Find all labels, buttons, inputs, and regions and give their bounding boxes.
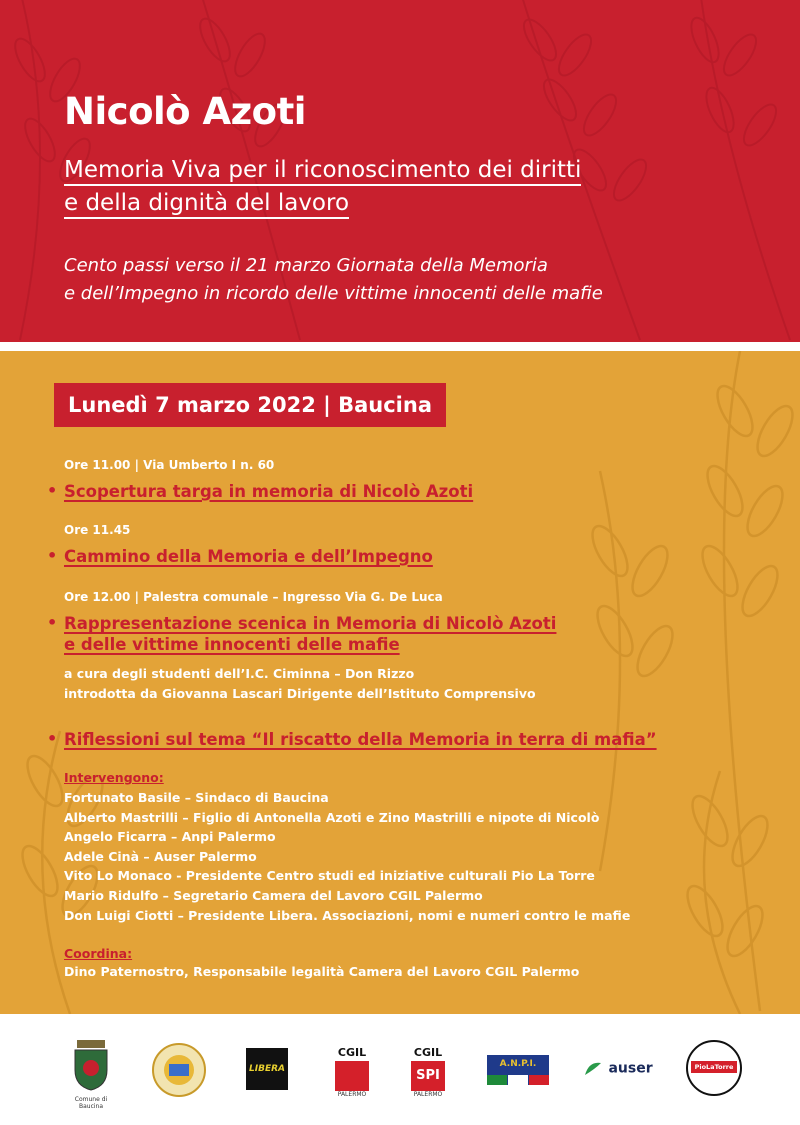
program-time-1: Ore 11.00 | Via Umberto I n. 60 xyxy=(64,458,275,472)
list-item: Alberto Mastrilli – Figlio di Antonella Azoti e Zino Mastrilli e nipote di Nicolò xyxy=(64,809,600,825)
anpi-logo xyxy=(487,1055,551,1085)
coordinator-name: Dino Paternostro, Responsabile legalità Camera del Lavoro CGIL Palermo xyxy=(64,964,580,979)
program-title-1: Scopertura targa in memoria di Nicolò Azoti xyxy=(64,482,474,501)
list-item: Adele Cinà – Auser Palermo xyxy=(64,848,257,864)
cgil-caption: PALERMO xyxy=(337,1091,367,1098)
spi-caption: PALERMO xyxy=(413,1091,443,1098)
program-title-4: Riflessioni sul tema “Il riscatto della Memoria in terra di mafia” xyxy=(64,730,657,749)
program-title-2: Cammino della Memoria e dell’Impegno xyxy=(64,547,433,566)
header-banner xyxy=(0,0,800,342)
coat-of-arms-icon xyxy=(71,1040,111,1092)
piolatorre-logo xyxy=(685,1040,743,1096)
cgil-red-square xyxy=(335,1061,369,1091)
auser-logo xyxy=(583,1058,653,1079)
flag-red xyxy=(529,1075,549,1085)
school-seal-icon xyxy=(150,1040,208,1102)
comune-baucina-logo xyxy=(62,1040,120,1110)
list-item: Angelo Ficarra – Anpi Palermo xyxy=(64,829,276,845)
page-title: Nicolò Azoti xyxy=(64,90,306,133)
tagline xyxy=(64,252,603,308)
cgil-spi-top: CGIL xyxy=(413,1046,443,1059)
bullet-icon: • xyxy=(47,481,58,500)
bullet-icon: • xyxy=(47,613,58,632)
tagline-line-2: e dell’Impegno in ricordo delle vittime innocenti delle mafie xyxy=(64,283,603,304)
subtitle-line-1: Memoria Viva per il riconoscimento dei diritti xyxy=(64,157,581,186)
auser-leaf-icon xyxy=(583,1059,603,1079)
program-time-2: Ore 11.45 xyxy=(64,523,131,537)
list-item: Fortunato Basile – Sindaco di Baucina xyxy=(64,790,329,805)
school-logo xyxy=(148,1040,210,1106)
spi-wordmark: SPI xyxy=(411,1061,445,1091)
program-note: a cura degli studenti dell’I.C. Ciminna – Don Rizzo introdotta da Giovanna Lascari Dirigente dell’Istituto Comprensivo xyxy=(64,666,536,701)
cgil-spi-logo xyxy=(408,1046,448,1098)
cgil-wordmark: CGIL xyxy=(337,1046,367,1059)
list-item: Vito Lo Monaco - Presidente Centro studi ed iniziative culturali Pio La Torre xyxy=(64,868,595,884)
auser-wordmark: auser xyxy=(608,1060,653,1077)
subtitle xyxy=(64,154,581,220)
coordinator-label: Coordina: xyxy=(64,946,133,961)
program-title-3: Rappresentazione scenica in Memoria di Nicolò Azoti e delle vittime innocenti delle mafie xyxy=(64,614,557,654)
flag-green xyxy=(487,1075,507,1085)
subtitle-line-2: e della dignità del lavoro xyxy=(64,190,349,219)
libera-logo xyxy=(246,1048,290,1090)
speakers-list xyxy=(64,788,630,925)
flag-white xyxy=(508,1075,528,1085)
list-item: Don Luigi Ciotti – Presidente Libera. Associazioni, nomi e numeri contro le mafie xyxy=(64,907,631,923)
program-time-3: Ore 12.00 | Palestra comunale – Ingresso Via G. De Luca xyxy=(64,590,443,604)
cgil-logo xyxy=(333,1046,371,1098)
logo-footer xyxy=(0,1014,800,1125)
anpi-wordmark: A.N.P.I. xyxy=(499,1059,537,1069)
list-item: Mario Ridulfo – Segretario Camera del Lavoro CGIL Palermo xyxy=(64,887,483,903)
bullet-icon: • xyxy=(47,729,58,748)
bullet-icon: • xyxy=(47,546,58,565)
comune-caption: Comune di Baucina xyxy=(74,1096,108,1110)
event-date-badge: Lunedì 7 marzo 2022 | Baucina xyxy=(54,383,446,427)
libera-wordmark: LIBERA xyxy=(246,1048,288,1090)
speakers-label: Intervengono: xyxy=(64,770,164,785)
divider xyxy=(0,342,800,351)
piolatorre-wordmark: PioLaTorre xyxy=(691,1061,737,1073)
anpi-badge xyxy=(487,1055,549,1085)
tagline-line-1: Cento passi verso il 21 marzo Giornata della Memoria xyxy=(64,255,548,276)
piolatorre-seal xyxy=(686,1040,742,1096)
